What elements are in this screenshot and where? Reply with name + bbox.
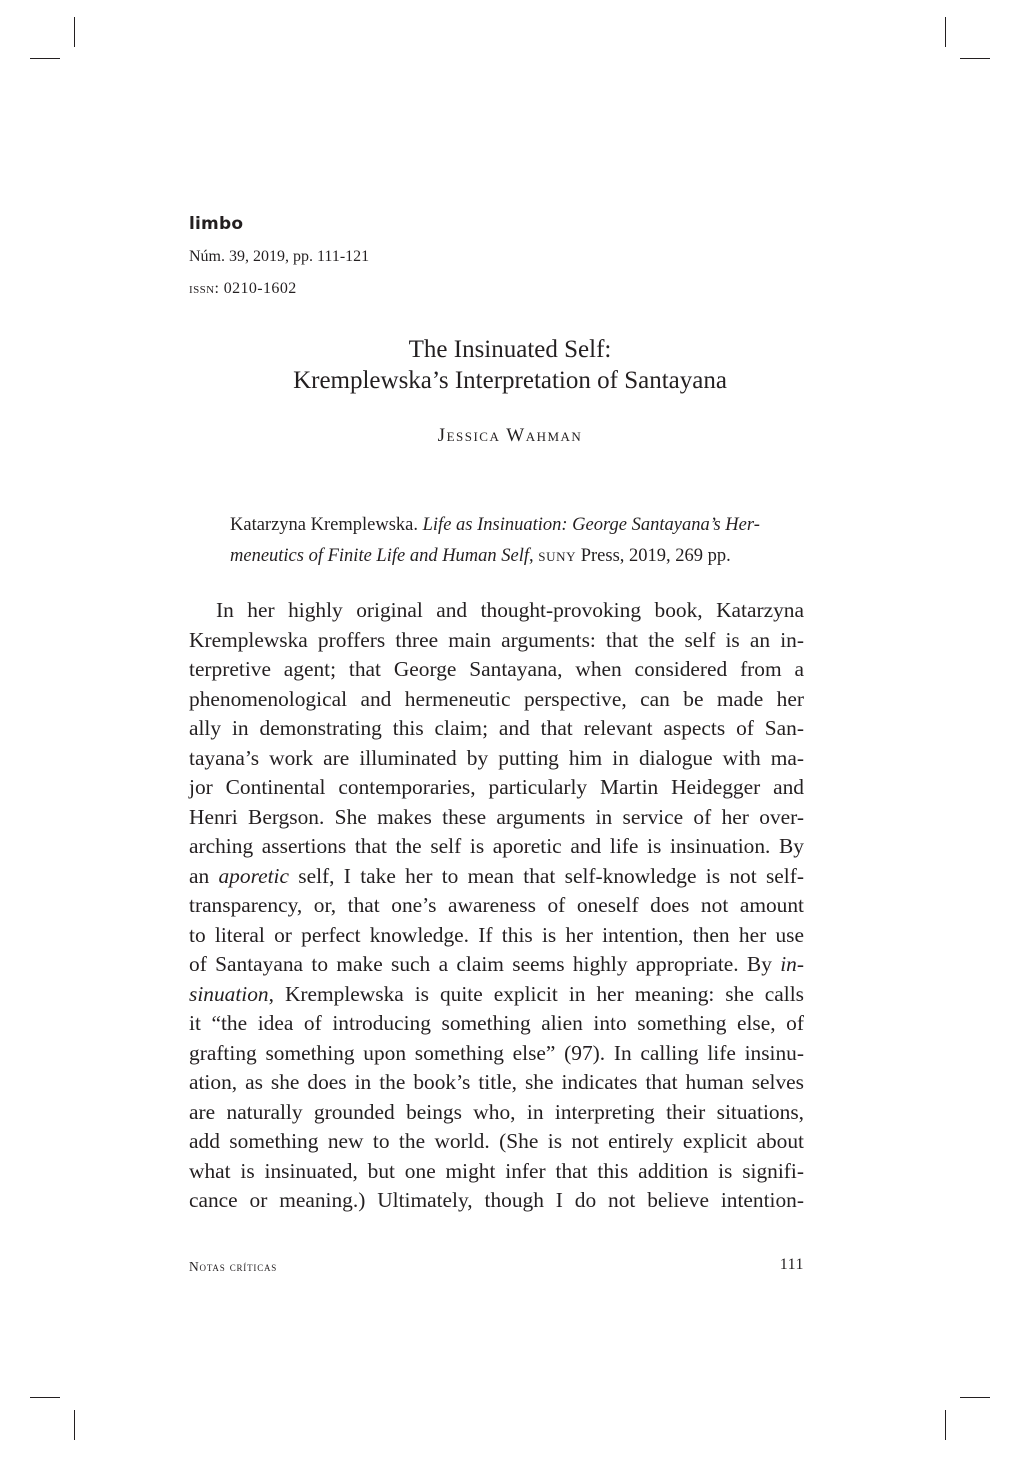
body-line: arching assertions that the self is aporetic and life is insinuation. By bbox=[189, 834, 804, 858]
body-line: Henri Bergson. She makes these arguments in service of her over- bbox=[189, 804, 804, 829]
publisher-details: Press, 2019, 269 pp. bbox=[576, 546, 731, 566]
body-line: of Santayana to make such a claim seems highly appropriate. By in- bbox=[189, 952, 804, 976]
body-line: tayana’s work are illuminated by putting him in dialogue with ma- bbox=[189, 745, 804, 770]
body-line: terpretive agent; that George Santayana, when considered from a bbox=[189, 657, 804, 681]
issue-info: Núm. 39, 2019, pp. 111-121 bbox=[189, 248, 370, 265]
crop-mark bbox=[960, 1397, 990, 1398]
body-paragraph bbox=[189, 596, 831, 1216]
reference-line-1 bbox=[230, 510, 810, 541]
italic-term: sinuation bbox=[189, 981, 269, 1006]
journal-name: limbo bbox=[189, 214, 244, 234]
crop-mark bbox=[945, 17, 946, 47]
book-title-part-2: meneutics of Finite Life and Human Self bbox=[230, 546, 530, 566]
body-line: it “the idea of introducing something alien into something else, of bbox=[189, 1011, 804, 1035]
page-number: 111 bbox=[779, 1256, 804, 1273]
body-line: transparency, or, that one’s awareness of oneself does not amount bbox=[189, 893, 804, 917]
book-title-part-1: Life as Insinuation: George Santayana’s Her- bbox=[422, 515, 760, 535]
crop-mark bbox=[74, 1410, 75, 1440]
issn: issn: 0210-1602 bbox=[189, 280, 297, 297]
italic-term: aporetic bbox=[218, 863, 289, 888]
body-line: an aporetic self, I take her to mean that self-knowledge is not self- bbox=[189, 863, 804, 888]
body-line: Kremplewska proffers three main arguments: that the self is an in- bbox=[189, 627, 804, 652]
publisher-acronym: suny bbox=[538, 546, 577, 566]
article-author: Jessica Wahman bbox=[437, 425, 583, 446]
reviewed-author: Katarzyna Kremplewska. bbox=[230, 515, 418, 535]
italic-term: in- bbox=[780, 952, 804, 976]
body-line: ation, as she does in the book’s title, she indicates that human selves bbox=[189, 1070, 804, 1094]
page-footer bbox=[189, 1258, 804, 1276]
crop-mark bbox=[945, 1410, 946, 1440]
title-line-1: The Insinuated Self: bbox=[408, 336, 612, 363]
body-line: sinuation, Kremplewska is quite explicit in her meaning: she calls bbox=[189, 981, 804, 1006]
body-line: what is insinuated, but one might infer that this addition is signifi- bbox=[189, 1158, 804, 1183]
body-line: add something new to the world. (She is not entirely explicit about bbox=[189, 1129, 804, 1153]
body-line: phenomenological and hermeneutic perspective, can be made her bbox=[189, 686, 804, 711]
body-line: grafting something upon something else” (97). In calling life insinu- bbox=[189, 1040, 804, 1065]
book-reference bbox=[230, 510, 810, 572]
body-line: jor Continental contemporaries, particularly Martin Heidegger and bbox=[189, 775, 804, 799]
body-line: In her highly original and thought-provoking book, Katarzyna bbox=[216, 598, 804, 622]
reference-line-2: meneutics of Finite Life and Human Self, suny Press, 2019, 269 pp. bbox=[230, 546, 731, 566]
body-line: are naturally grounded beings who, in interpreting their situations, bbox=[189, 1099, 804, 1124]
body-line: ally in demonstrating this claim; and that relevant aspects of San- bbox=[189, 716, 804, 740]
section-name: Notas críticas bbox=[189, 1259, 278, 1274]
body-line: cance or meaning.) Ultimately, though I do not believe intention- bbox=[189, 1188, 804, 1212]
article-title bbox=[189, 334, 831, 396]
title-line-2: Kremplewska’s Interpretation of Santayana bbox=[293, 367, 727, 394]
body-line: to literal or perfect knowledge. If this is her intention, then her use bbox=[189, 922, 804, 947]
crop-mark bbox=[960, 58, 990, 59]
crop-mark bbox=[74, 17, 75, 47]
crop-mark bbox=[30, 58, 60, 59]
crop-mark bbox=[30, 1397, 60, 1398]
